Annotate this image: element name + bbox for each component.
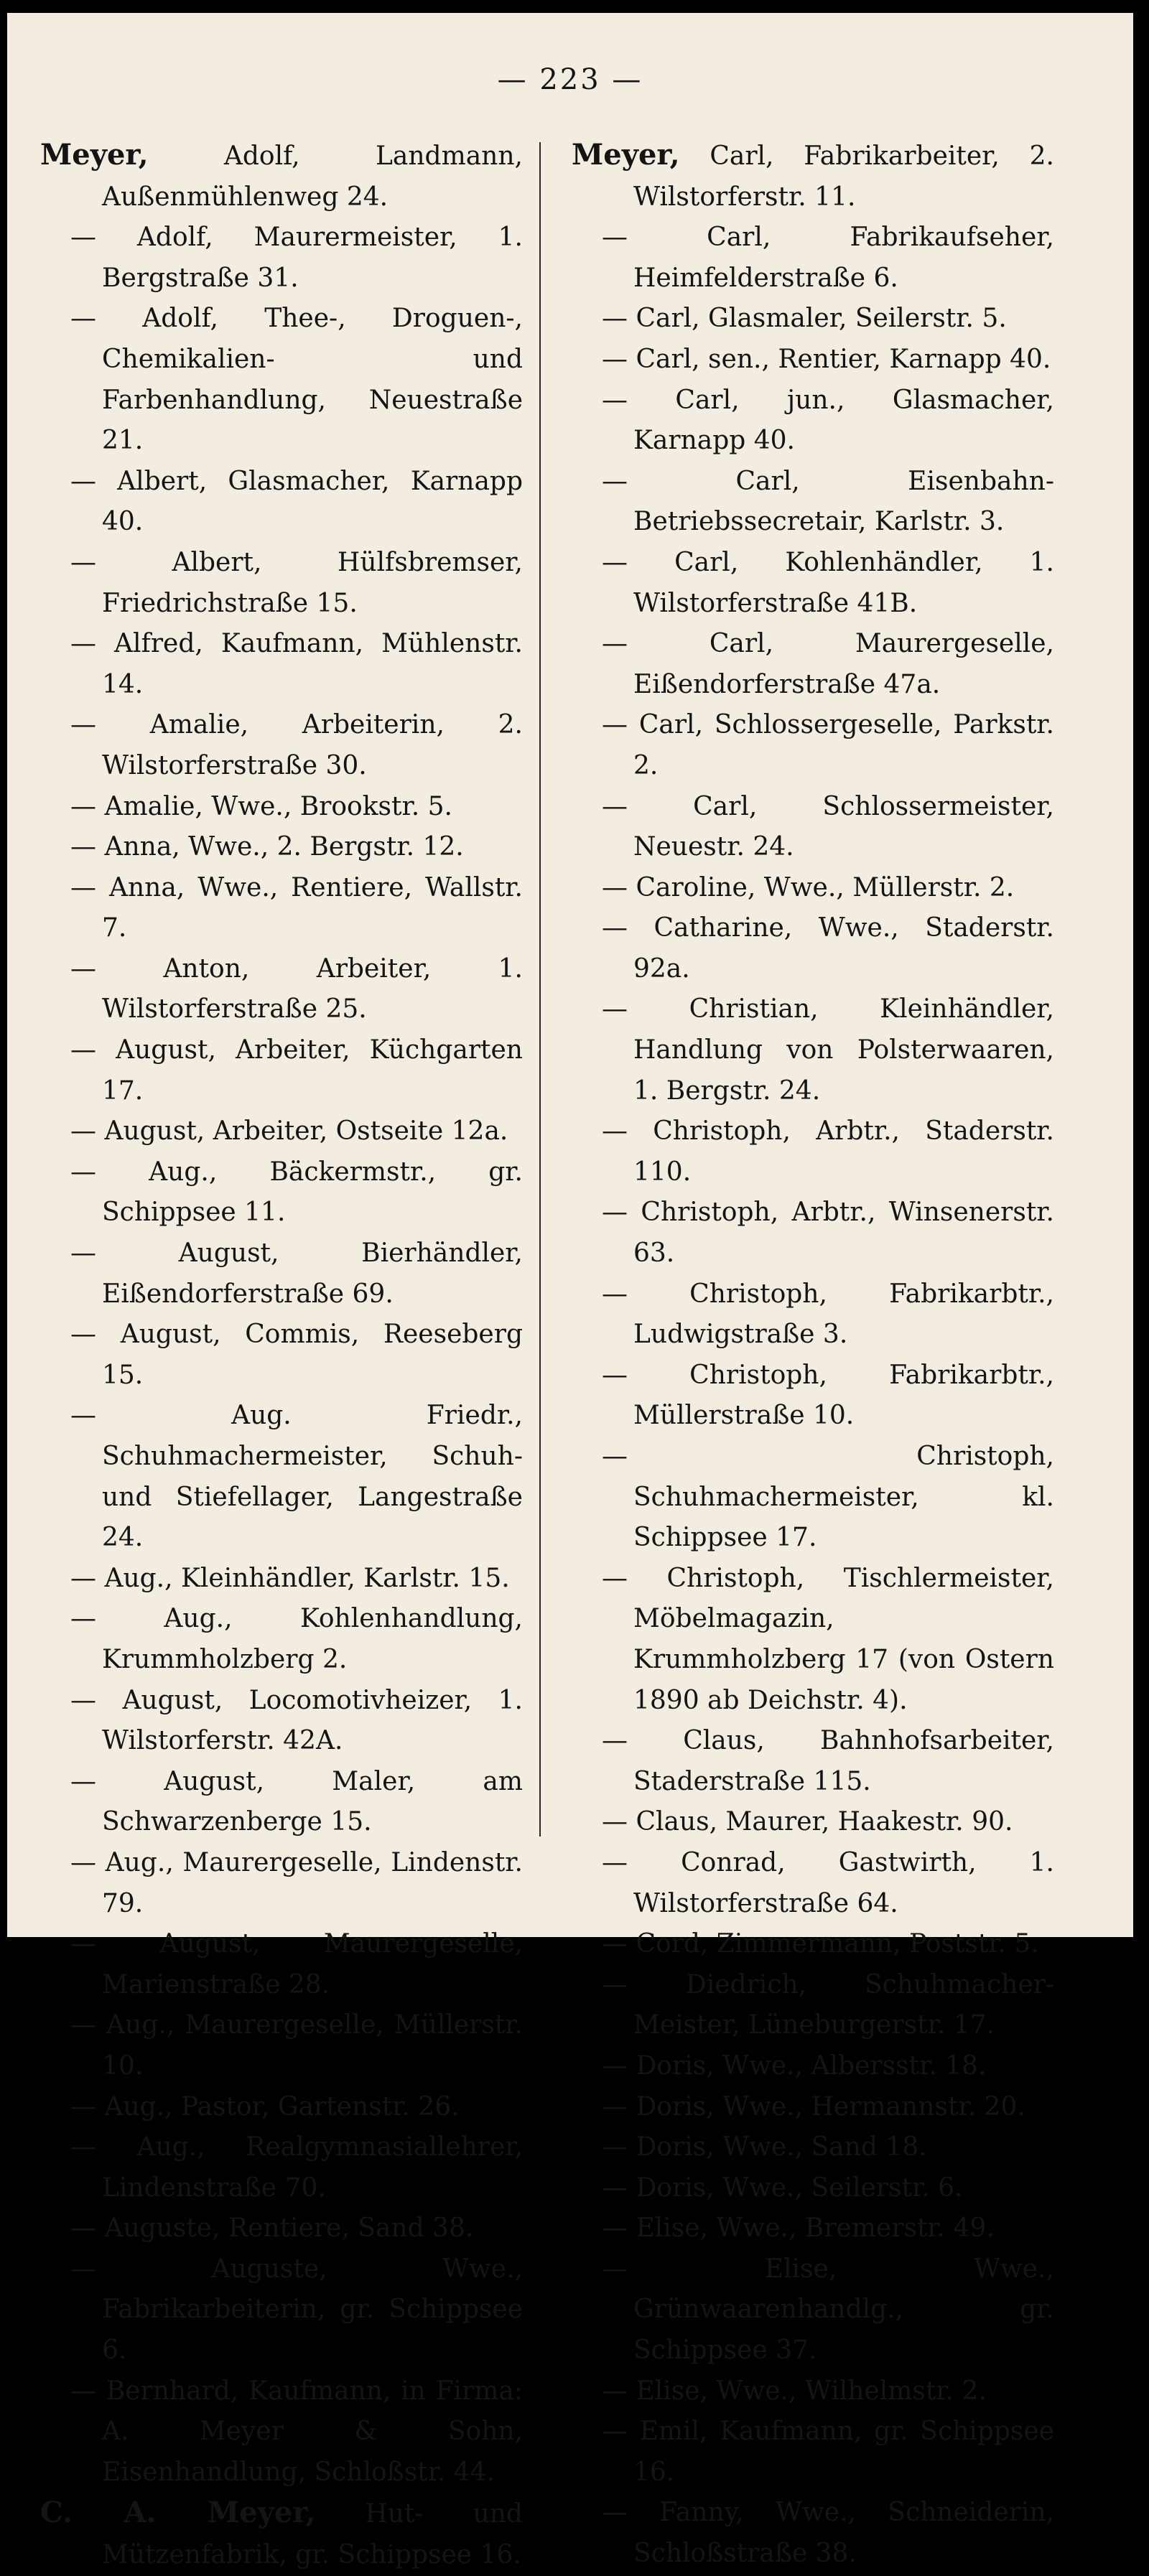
entry-text: — Alfred, Kaufmann, Mühlenstr. 14. (70, 629, 523, 699)
entry-text: Hut- und Mützenfabrik, gr. Schippsee 16. (102, 2499, 523, 2570)
directory-entry (40, 2208, 523, 2249)
entry-text: — Albert, Glasmacher, Karnapp 40. (70, 466, 523, 537)
directory-entry (572, 2087, 1054, 2128)
directory-entry (40, 827, 523, 868)
entry-text: — Auguste, Wwe., Fabrikarbeiterin, gr. Schippsee 6. (70, 2254, 523, 2366)
directory-entry (572, 1193, 1054, 1274)
entry-text: — August, Arbeiter, Küchgarten 17. (70, 1035, 523, 1106)
directory-entry (40, 1924, 523, 2005)
entry-text: — Aug., Bäckermstr., gr. Schippsee 11. (70, 1157, 523, 1228)
entry-text: — Aug. Friedr., Schuhmachermeister, Schuh- und Stiefellager, Langestraße 24. (70, 1401, 523, 1553)
directory-entry (572, 218, 1054, 299)
entry-text: — Anna, Wwe., Rentiere, Wallstr. 7. (70, 872, 523, 943)
directory-entry (40, 1152, 523, 1233)
directory-entry (572, 2493, 1054, 2574)
entry-text: — Albert, Hülfsbremser, Friedrichstraße 15. (70, 547, 523, 618)
directory-entry (40, 2493, 523, 2575)
directory-entry (572, 1965, 1054, 2046)
entry-text: — Conrad, Gastwirth, 1. Wilstorferstraße 64. (602, 1847, 1054, 1918)
directory-entry (572, 299, 1054, 340)
entry-text: — Anna, Wwe., 2. Bergstr. 12. (70, 832, 464, 862)
entry-text: — Aug., Maurergeselle, Lindenstr. 79. (70, 1847, 523, 1918)
column-divider (539, 142, 541, 1837)
entry-text: — Elise, Wwe., Bremerstr. 49. (602, 2213, 995, 2244)
directory-entry (40, 462, 523, 543)
directory-entry (572, 1274, 1054, 1355)
directory-entry (40, 1681, 523, 1762)
entry-text: — Diedrich, Schuhmacher-Meister, Lüneburgerstr. 17. (602, 1969, 1054, 2040)
directory-entry (40, 2005, 523, 2086)
entry-text: — Caroline, Wwe., Müllerstr. 2. (602, 872, 1015, 902)
entry-text: — Amalie, Arbeiterin, 2. Wilstorferstraße 30. (70, 710, 523, 780)
page-number: — 223 — (497, 63, 643, 96)
directory-entry (572, 1355, 1054, 1437)
directory-entry (572, 624, 1054, 705)
entry-text: — Christoph, Fabrikarbtr., Müllerstraße 10. (602, 1360, 1054, 1431)
directory-entry (572, 1437, 1054, 1559)
directory-entry (40, 135, 523, 218)
directory-entry (40, 218, 523, 299)
directory-entry (40, 1030, 523, 1111)
entry-text: — Claus, Maurer, Haakestr. 90. (602, 1807, 1013, 1837)
directory-entry (40, 543, 523, 624)
entry-text: — Aug., Pastor, Gartenstr. 26. (70, 2091, 460, 2122)
directory-entry (40, 2127, 523, 2208)
directory-entry (40, 2371, 523, 2493)
entry-text: — Doris, Wwe., Albersstr. 18. (602, 2050, 987, 2081)
directory-entry (572, 705, 1054, 786)
directory-entry (40, 1762, 523, 1843)
entry-text: — August, Commis, Reeseberg 15. (70, 1320, 523, 1390)
directory-entry (40, 2249, 523, 2371)
entry-text: — Carl, Schlossergeselle, Parkstr. 2. (602, 710, 1054, 780)
directory-entry (572, 340, 1054, 381)
entry-text: — Carl, Glasmaler, Seilerstr. 5. (602, 304, 1007, 334)
entry-text: Adolf, Landmann, Außenmühlenweg 24. (102, 141, 523, 212)
right-column (572, 135, 1054, 2575)
entry-text: — Anton, Arbeiter, 1. Wilstorferstraße 25. (70, 953, 523, 1025)
entry-text: — Elise, Wwe., Grünwaarenhandlg., gr. Schippsee 37. (602, 2254, 1054, 2366)
entry-text: — Claus, Bahnhofsarbeiter, Staderstraße 115. (602, 1726, 1054, 1796)
entry-text: — Christian, Kleinhändler, Handlung von Polsterwaaren, 1. Bergstr. 24. (602, 994, 1054, 1106)
directory-entry (572, 2412, 1054, 2493)
left-column (40, 135, 523, 2576)
directory-page (7, 13, 1133, 2570)
directory-entry (572, 787, 1054, 868)
entry-text: — Aug., Kleinhändler, Karlstr. 15. (70, 1563, 510, 1593)
entry-text: — Doris, Wwe., Sand 18. (602, 2132, 927, 2162)
directory-entry (40, 624, 523, 705)
directory-entry (572, 2127, 1054, 2168)
directory-entry (40, 705, 523, 786)
entry-text: — August, Maler, am Schwarzenberge 15. (70, 1766, 523, 1837)
entry-text: — August, Bierhändler, Eißendorferstraße 69. (70, 1238, 523, 1309)
entry-text: — Carl, Fabrikaufseher, Heimfelderstraße 6. (602, 223, 1054, 293)
directory-entry (572, 462, 1054, 543)
entry-text: — Christoph, Tischlermeister, Möbelmagazin, Krummholzberg 17 (von Ostern 1890 ab Deichstr. 4). (602, 1563, 1054, 1715)
directory-entry (40, 868, 523, 949)
directory-entry (40, 1233, 523, 1315)
directory-entry (572, 868, 1054, 909)
entry-text: — Christoph, Fabrikarbtr., Ludwigstraße 3. (602, 1279, 1054, 1350)
entry-text: — Christoph, Arbtr., Staderstr. 110. (602, 1116, 1054, 1187)
directory-entry (572, 1843, 1054, 1924)
directory-entry (40, 1843, 523, 1924)
entry-text: — Carl, Eisenbahn-Betriebssecretair, Karlstr. 3. (602, 466, 1054, 537)
directory-entry (572, 2371, 1054, 2412)
directory-entry (40, 787, 523, 828)
directory-entry (572, 908, 1054, 989)
entry-text: — Doris, Wwe., Hermannstr. 20. (602, 2091, 1025, 2122)
entry-text: — Christoph, Schuhmachermeister, kl. Schippsee 17. (602, 1442, 1054, 1553)
directory-entry (40, 299, 523, 461)
directory-entry (572, 1721, 1054, 1802)
entry-surname: C. A. Meyer, (40, 2496, 316, 2530)
directory-entry (572, 989, 1054, 1111)
entry-surname: Meyer, (40, 138, 149, 172)
directory-entry (40, 1599, 523, 1680)
entry-text: — Carl, Maurergeselle, Eißendorferstraße 47a. (602, 629, 1054, 699)
entry-text: — Carl, jun., Glasmacher, Karnapp 40. (602, 385, 1054, 456)
entry-text: — August, Maurergeselle, Marienstraße 28. (70, 1929, 523, 1999)
directory-entry (572, 1802, 1054, 1843)
entry-text: — Emil, Kaufmann, gr. Schippsee 16. (602, 2417, 1054, 2487)
entry-text: — August, Arbeiter, Ostseite 12a. (70, 1116, 508, 1147)
directory-entry (40, 1559, 523, 1600)
entry-text: — Elise, Wwe., Wilhelmstr. 2. (602, 2376, 987, 2406)
entry-text: — Auguste, Rentiere, Sand 38. (70, 2213, 474, 2244)
entry-text: — Carl, sen., Rentier, Karnapp 40. (602, 344, 1051, 374)
entry-text: — Aug., Maurergeselle, Müllerstr. 10. (70, 2010, 523, 2081)
entry-text: — Adolf, Maurermeister, 1. Bergstraße 31. (70, 223, 523, 293)
entry-text: Carl, Fabrikarbeiter, 2. Wilstorferstr. 11. (633, 141, 1054, 212)
entry-text: — Christoph, Arbtr., Winsenerstr. 63. (602, 1198, 1054, 1269)
entry-text: — Aug., Kohlenhandlung, Krummholzberg 2. (70, 1604, 523, 1674)
directory-entry (572, 1924, 1054, 1965)
directory-entry (572, 2046, 1054, 2087)
directory-entry (572, 543, 1054, 624)
entry-text: — Amalie, Wwe., Brookstr. 5. (70, 791, 452, 821)
directory-entry (40, 1396, 523, 1558)
directory-entry (572, 135, 1054, 218)
entry-text: — Aug., Realgymnasiallehrer, Lindenstraße 70. (70, 2132, 523, 2203)
directory-entry (572, 2168, 1054, 2209)
entry-text: — Adolf, Thee-, Droguen-, Chemikalien- und Farbenhandlung, Neuestraße 21. (70, 304, 523, 456)
entry-text: — August, Locomotivheizer, 1. Wilstorferstr. 42A. (70, 1685, 523, 1756)
directory-entry (40, 1315, 523, 1396)
entry-surname: Meyer, (572, 138, 680, 172)
entry-text: — Bernhard, Kaufmann, in Firma: A. Meyer & Sohn, Eisenhandlung, Schloßstr. 44. (70, 2376, 523, 2487)
entry-text: — Carl, Kohlenhändler, 1. Wilstorferstraße 41B. (602, 547, 1054, 618)
entry-text: — Doris, Wwe., Seilerstr. 6. (602, 2173, 963, 2203)
directory-entry (40, 1111, 523, 1152)
entry-text: — Cord, Zimmermann, Poststr. 5. (602, 1929, 1039, 1959)
directory-entry (572, 2208, 1054, 2249)
directory-entry (572, 381, 1054, 462)
directory-entry (40, 2087, 523, 2128)
directory-entry (572, 1559, 1054, 1721)
entry-text: — Carl, Schlossermeister, Neuestr. 24. (602, 791, 1054, 862)
entry-text: — Fanny, Wwe., Schneiderin, Schloßstraße 38. (602, 2498, 1054, 2569)
directory-entry (40, 949, 523, 1030)
directory-entry (572, 1111, 1054, 1193)
entry-text: — Catharine, Wwe., Staderstr. 92a. (602, 913, 1054, 984)
directory-entry (572, 2249, 1054, 2371)
